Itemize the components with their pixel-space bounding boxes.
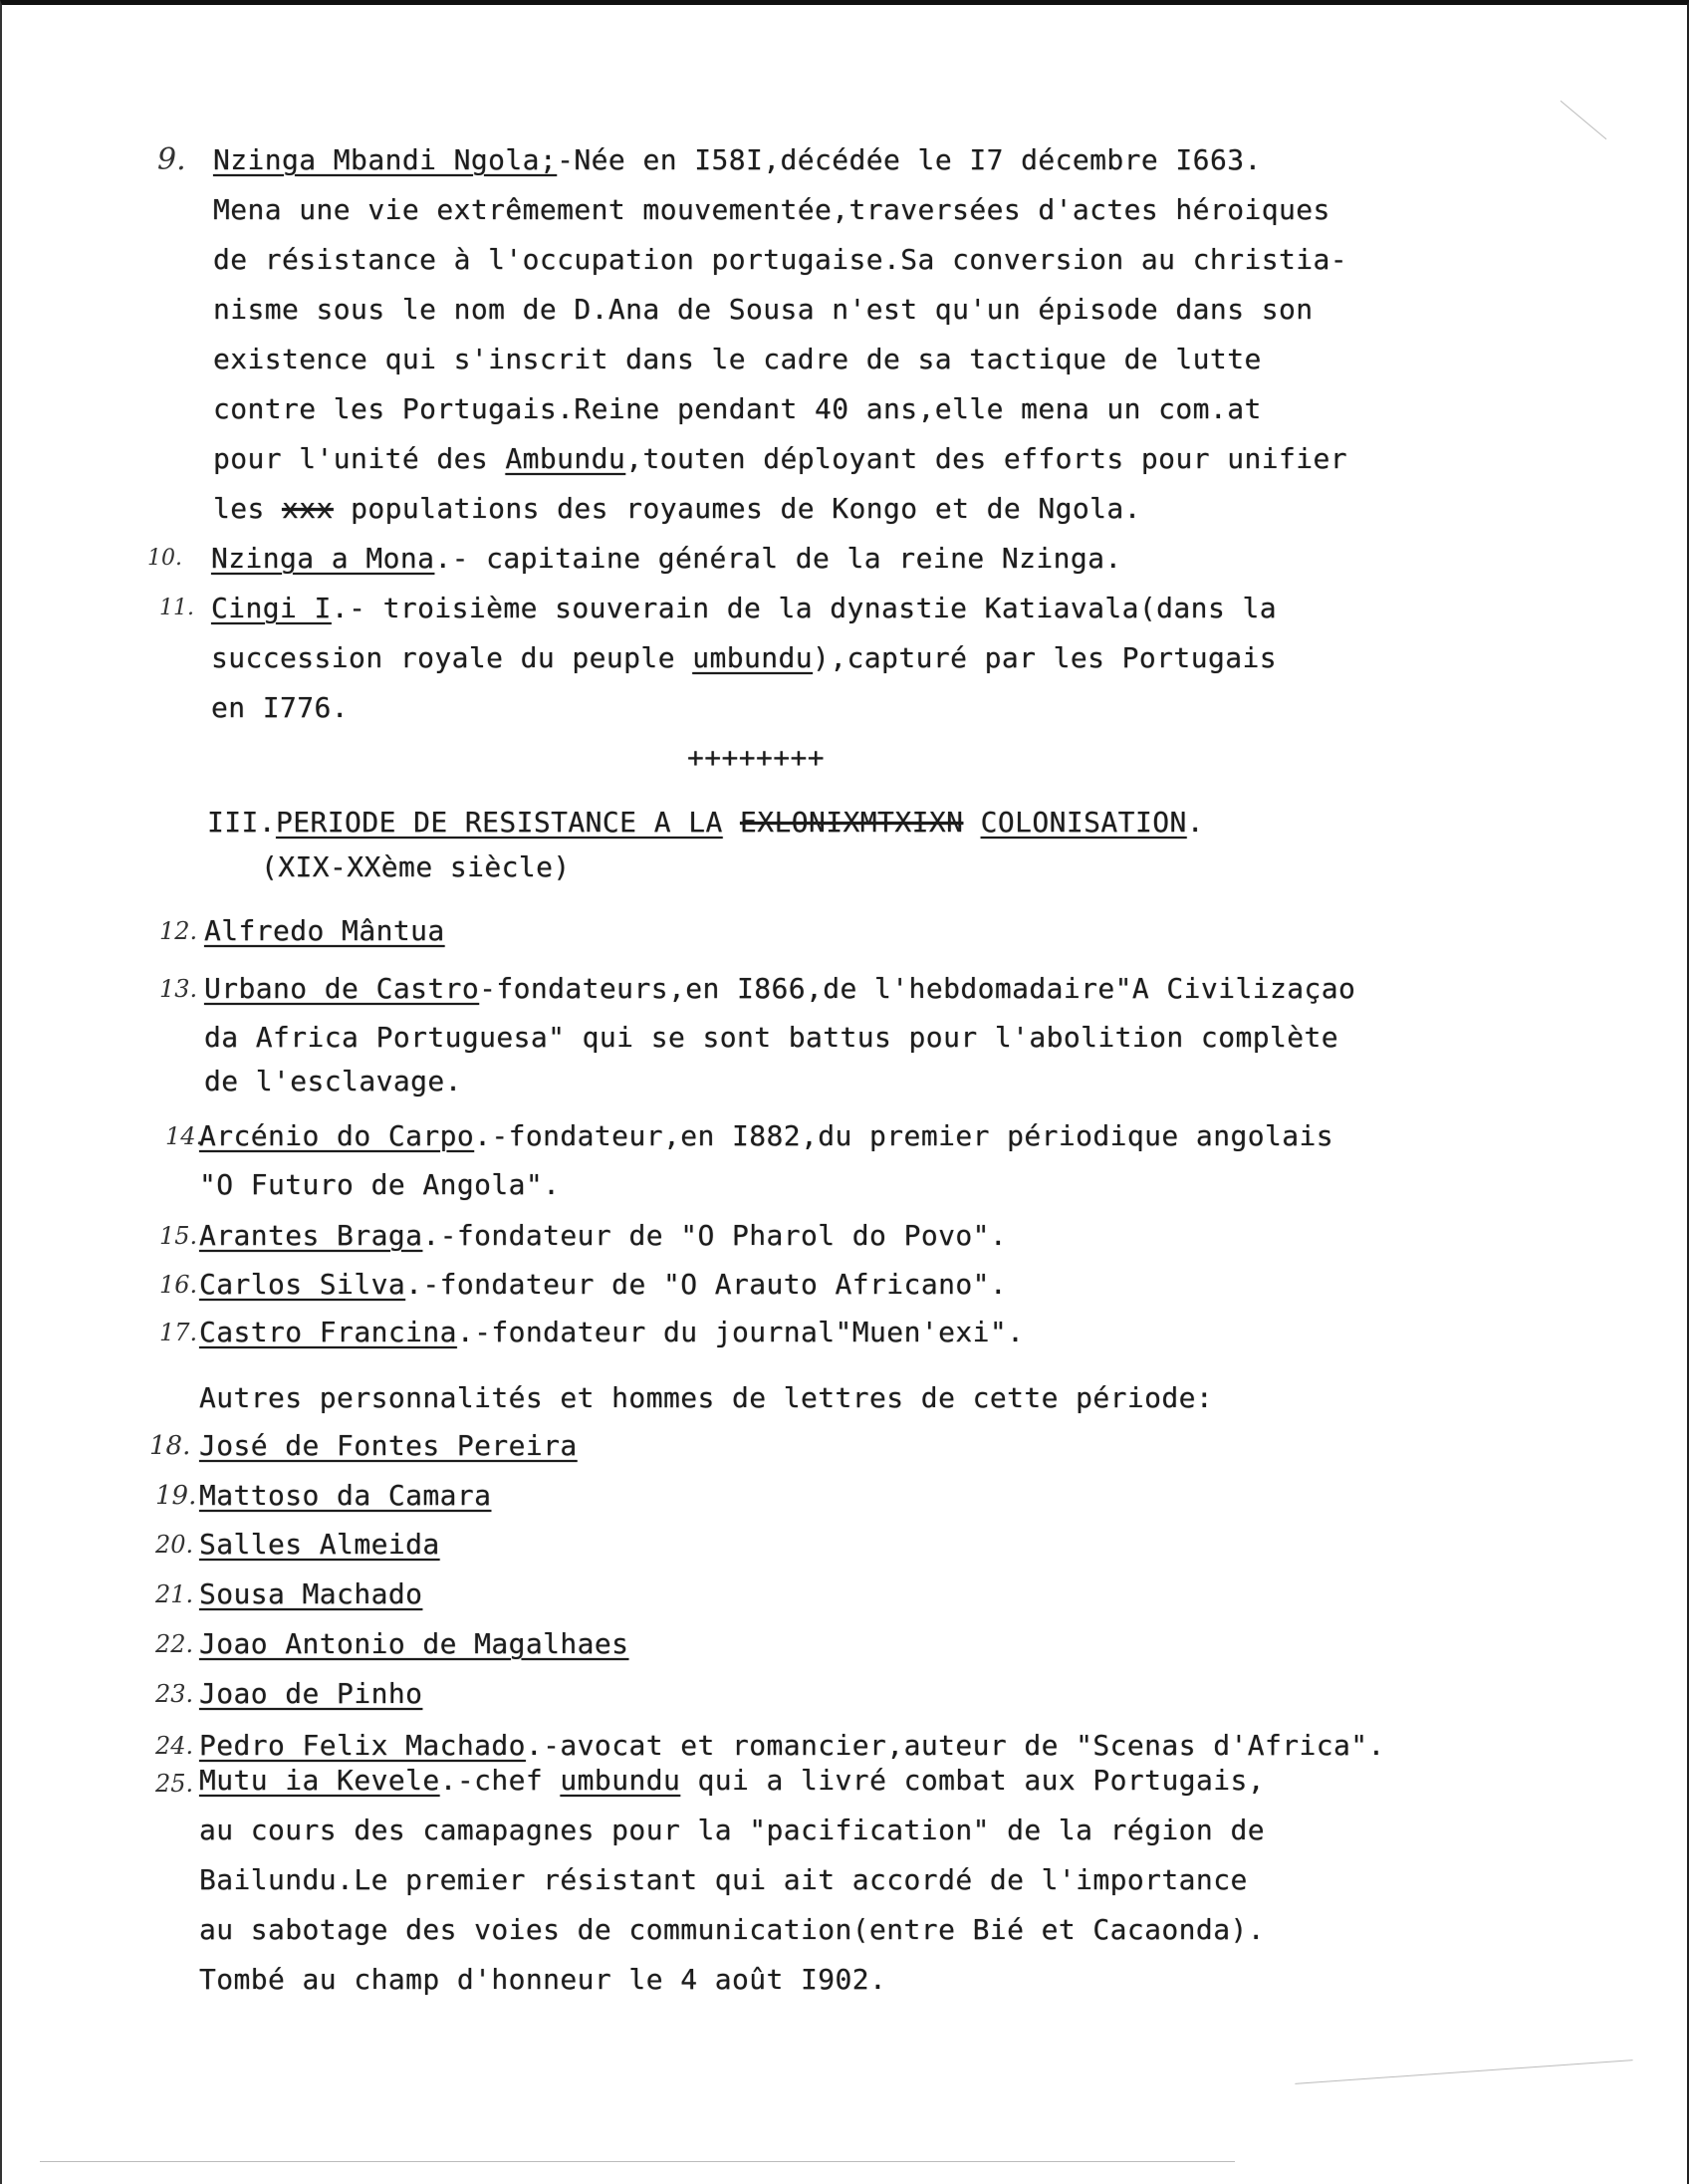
margin-number: 18. xyxy=(149,1431,191,1461)
entry-line xyxy=(199,1728,1385,1764)
entry-text: ),capturé par les Portugais xyxy=(813,641,1277,674)
person-name: Mutu ia Kevele xyxy=(199,1764,440,1797)
entry-line xyxy=(199,1763,1265,1799)
entry-line xyxy=(199,1676,422,1712)
entry-line xyxy=(213,142,1262,178)
entry-text: -Née en I58I,décédée le I7 décembre I663. xyxy=(557,143,1262,176)
margin-number: 17. xyxy=(159,1319,198,1346)
entry-line xyxy=(199,1478,491,1514)
person-name: Joao de Pinho xyxy=(199,1677,423,1710)
margin-number: 11. xyxy=(159,596,194,620)
entry-line: en I776. xyxy=(211,691,350,724)
entry-line xyxy=(211,541,1122,577)
entry-line: de résistance à l'occupation portugaise.Sa conversion au christia- xyxy=(213,243,1347,276)
entry-line: existence qui s'inscrit dans le cadre de sa tactique de lutte xyxy=(213,343,1262,375)
entry-text: .-chef xyxy=(439,1764,561,1797)
section-subtitle: (XIX-XXème siècle) xyxy=(261,850,571,883)
entry-line xyxy=(199,1577,422,1612)
entry-text: les xyxy=(213,492,283,525)
entry-text: .-fondateur du journal"Muen'exi". xyxy=(456,1316,1025,1348)
struck-text: xxx xyxy=(282,492,334,525)
person-name: Pedro Felix Machado xyxy=(199,1729,526,1762)
entry-line xyxy=(211,640,1277,676)
entry-text: qui a livré combat aux Portugais, xyxy=(680,1764,1265,1797)
entry-line xyxy=(204,971,1355,1007)
entry-line xyxy=(213,441,1347,477)
section-period: . xyxy=(1186,806,1204,839)
section-title-end: COLONISATION xyxy=(980,806,1187,839)
margin-number: 25. xyxy=(155,1770,194,1798)
entry-text: .- troisième souverain de la dynastie Katiavala(dans la xyxy=(331,592,1277,624)
entry-text: -fondateurs,en I866,de l'hebdomadaire"A Civilizaçao xyxy=(479,972,1356,1005)
entry-text: populations des royaumes de Kongo et de Ngola. xyxy=(333,492,1141,525)
margin-number: 19. xyxy=(155,1481,197,1511)
margin-number: 14. xyxy=(165,1122,204,1150)
margin-number: 9. xyxy=(157,142,186,177)
people-name: umbundu xyxy=(560,1764,681,1797)
margin-number: 21. xyxy=(155,1580,194,1608)
entry-line xyxy=(213,491,1141,527)
entry-line xyxy=(199,1626,628,1662)
entry-line: Tombé au champ d'honneur le 4 août I902. xyxy=(199,1963,887,1996)
entry-text: ,touten déployant des efforts pour unifier xyxy=(625,442,1348,475)
section-separator: ++++++++ xyxy=(687,741,826,774)
entry-text: succession royale du peuple xyxy=(211,641,693,674)
entry-text: .-fondateur de "O Pharol do Povo". xyxy=(422,1219,1008,1252)
entry-line xyxy=(211,591,1277,626)
person-name: Urbano de Castro xyxy=(204,972,480,1005)
margin-number: 13. xyxy=(159,975,198,1003)
entry-line: contre les Portugais.Reine pendant 40 ans,elle mena un com.at xyxy=(213,392,1262,425)
person-name: Joao Antonio de Magalhaes xyxy=(199,1627,629,1660)
margin-number: 15. xyxy=(159,1222,198,1250)
margin-number: 22. xyxy=(155,1630,194,1658)
entry-line xyxy=(199,1527,440,1563)
person-name: Arantes Braga xyxy=(199,1219,423,1252)
scan-mark xyxy=(40,2161,1235,2162)
entry-text: .-avocat et romancier,auteur de "Scenas d'Africa". xyxy=(525,1729,1385,1762)
people-name: Ambundu xyxy=(505,442,626,475)
entry-line xyxy=(199,1428,578,1464)
intro-line: Autres personnalités et hommes de lettres de cette période: xyxy=(199,1381,1214,1414)
entry-line xyxy=(199,1267,1007,1303)
section-prefix: III. xyxy=(207,806,277,839)
person-name: Sousa Machado xyxy=(199,1577,423,1610)
person-name: Mattoso da Camara xyxy=(199,1479,492,1512)
entry-line: de l'esclavage. xyxy=(204,1065,462,1097)
entry-line xyxy=(199,1218,1007,1254)
person-name: Alfredo Mântua xyxy=(204,914,445,947)
margin-number: 16. xyxy=(159,1271,198,1299)
margin-number: 10. xyxy=(147,546,182,571)
person-name: Arcénio do Carpo xyxy=(199,1119,475,1152)
section-title: PERIODE DE RESISTANCE A LA xyxy=(276,806,723,839)
entry-line xyxy=(199,1118,1333,1154)
entry-line: au sabotage des voies de communication(entre Bié et Cacaonda). xyxy=(199,1913,1265,1946)
entry-line: Mena une vie extrêmement mouvementée,traversées d'actes héroiques xyxy=(213,193,1330,226)
person-name: Castro Francina xyxy=(199,1316,457,1348)
section-heading xyxy=(207,805,1204,841)
person-name: Cingi I xyxy=(211,592,332,624)
entry-line: au cours des camapagnes pour la "pacification" de la région de xyxy=(199,1814,1265,1846)
entry-line: Bailundu.Le premier résistant qui ait accordé de l'importance xyxy=(199,1863,1248,1896)
person-name: José de Fontes Pereira xyxy=(199,1429,578,1462)
entry-line: nisme sous le nom de D.Ana de Sousa n'est qu'un épisode dans son xyxy=(213,293,1314,326)
person-name: Nzinga a Mona xyxy=(211,542,435,575)
struck-text: EXLONIXMTXIXN xyxy=(740,806,964,839)
person-name: Carlos Silva xyxy=(199,1268,406,1301)
entry-line xyxy=(204,913,445,949)
entry-text: .-fondateur,en I882,du premier périodique angolais xyxy=(474,1119,1333,1152)
entry-text: .- capitaine général de la reine Nzinga. xyxy=(434,542,1122,575)
person-name: Nzinga Mbandi Ngola; xyxy=(213,143,558,176)
entry-text: pour l'unité des xyxy=(213,442,506,475)
entry-line: da Africa Portuguesa" qui se sont battus pour l'abolition complète xyxy=(204,1021,1338,1054)
margin-number: 23. xyxy=(155,1680,194,1708)
margin-number: 12. xyxy=(159,917,198,945)
people-name: umbundu xyxy=(692,641,814,674)
margin-number: 24. xyxy=(155,1732,194,1760)
person-name: Salles Almeida xyxy=(199,1528,440,1561)
entry-line: "O Futuro de Angola". xyxy=(199,1168,561,1201)
margin-number: 20. xyxy=(155,1531,194,1559)
entry-text: .-fondateur de "O Arauto Africano". xyxy=(405,1268,1008,1301)
entry-line xyxy=(199,1315,1024,1350)
